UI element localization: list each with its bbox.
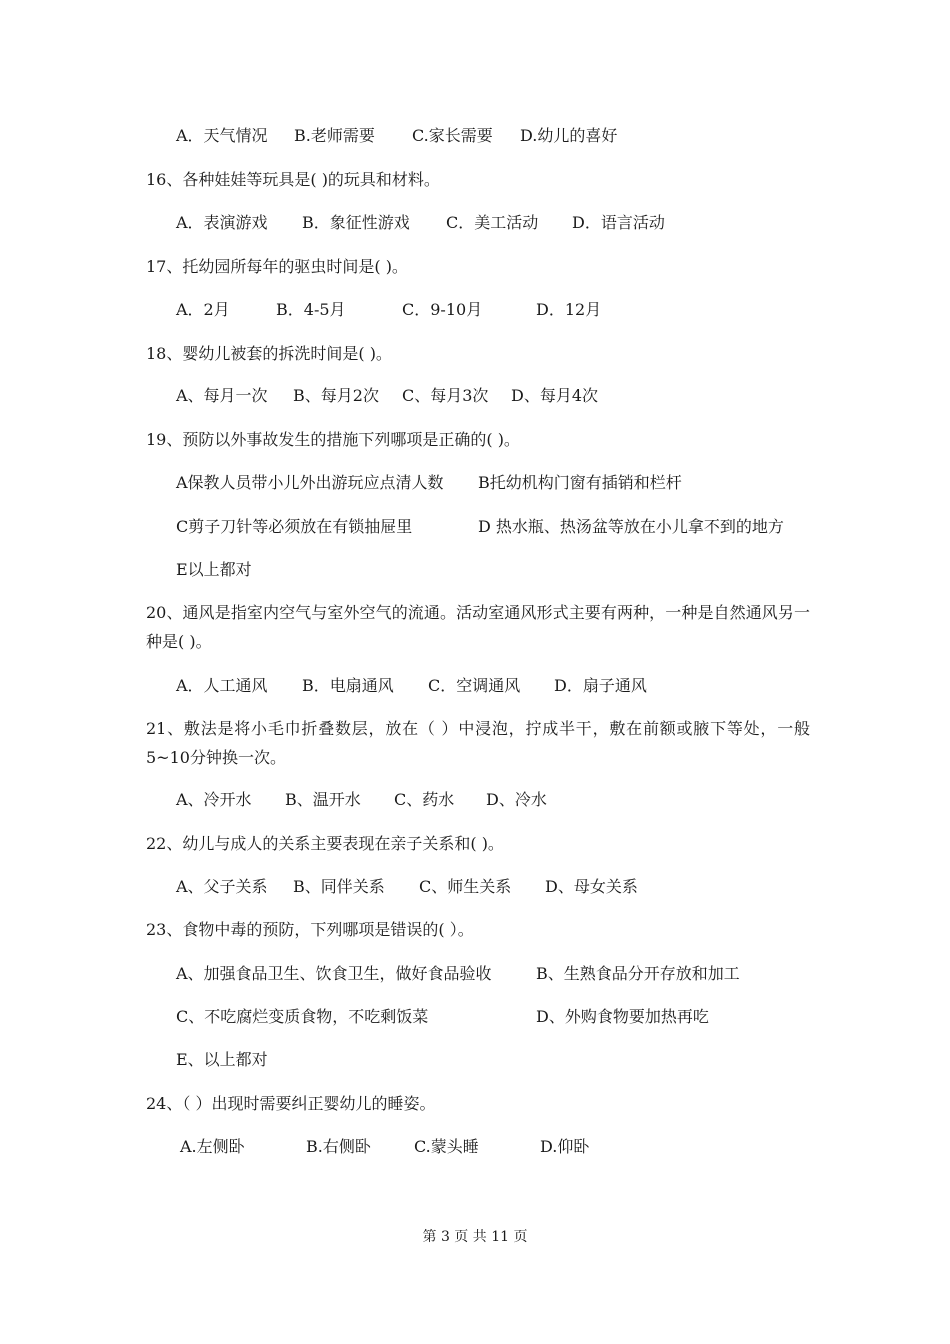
q19-option-a: A保教人员带小儿外出游玩应点清人数 [176, 473, 444, 492]
q15-option-b: B.老师需要 [294, 126, 375, 145]
q16-option-d: D．语言活动 [572, 213, 665, 232]
q24-option-a: A.左侧卧 [180, 1137, 245, 1156]
q23-option-a: A、加强食品卫生、饮食卫生，做好食品验收 [176, 964, 492, 983]
q15-option-c: C.家长需要 [412, 126, 493, 145]
q18-option-c: C、每月3次 [402, 386, 489, 405]
q22-stem: 22、幼儿与成人的关系主要表现在亲子关系和( )。 [146, 834, 504, 853]
q15-option-a: A．天气情况 [176, 126, 268, 145]
q21-option-b: B、温开水 [285, 790, 361, 809]
q20-option-b: B．电扇通风 [302, 676, 394, 695]
q17-option-b: B．4-5月 [276, 300, 346, 319]
q23-option-b: B、生熟食品分开存放和加工 [536, 964, 740, 983]
q22-option-c: C、师生关系 [419, 877, 512, 896]
q20-option-d: D．扇子通风 [554, 676, 647, 695]
q19-option-c: C剪子刀针等必须放在有锁抽屉里 [176, 517, 413, 536]
q18-option-b: B、每月2次 [293, 386, 379, 405]
q20-option-c: C．空调通风 [428, 676, 521, 695]
q15-option-d: D.幼儿的喜好 [520, 126, 618, 145]
q21-stem: 21、敷法是将小毛巾折叠数层，放在（ ）中浸泡，拧成半干，敷在前额或腋下等处，一般5~10分钟换一次。 [146, 719, 810, 767]
q16-stem: 16、各种娃娃等玩具是( )的玩具和材料。 [146, 170, 440, 189]
q21-option-c: C、药水 [394, 790, 455, 809]
q18-stem: 18、婴幼儿被套的拆洗时间是( )。 [146, 344, 392, 363]
q17-stem: 17、托幼园所每年的驱虫时间是( )。 [146, 257, 408, 276]
q18-option-a: A、每月一次 [176, 386, 268, 405]
q16-option-b: B．象征性游戏 [302, 213, 410, 232]
q17-option-c: C．9-10月 [402, 300, 483, 319]
q16-option-c: C．美工活动 [446, 213, 539, 232]
q16-option-a: A．表演游戏 [176, 213, 268, 232]
q23-option-e: E、以上都对 [176, 1050, 268, 1069]
q20-stem: 20、通风是指室内空气与室外空气的流通。活动室通风形式主要有两种，一种是自然通风另一种是( )。 [146, 603, 810, 651]
q24-stem: 24、（ ）出现时需要纠正婴幼儿的睡姿。 [146, 1094, 436, 1113]
q22-option-a: A、父子关系 [176, 877, 268, 896]
q24-option-b: B.右侧卧 [306, 1137, 371, 1156]
q22-option-d: D、母女关系 [545, 877, 638, 896]
q20-option-a: A．人工通风 [176, 676, 268, 695]
page-number-footer: 第 3 页 共 11 页 [422, 1229, 528, 1245]
q19-option-b: B托幼机构门窗有插销和栏杆 [478, 473, 682, 492]
q17-option-a: A．2月 [176, 300, 230, 319]
q21-option-d: D、冷水 [486, 790, 547, 809]
q19-option-d: D 热水瓶、热汤盆等放在小儿拿不到的地方 [478, 517, 784, 536]
q19-option-e: E以上都对 [176, 560, 252, 579]
q21-option-a: A、冷开水 [176, 790, 252, 809]
q19-stem: 19、预防以外事故发生的措施下列哪项是正确的( )。 [146, 430, 520, 449]
q17-option-d: D．12月 [536, 300, 602, 319]
q23-option-d: D、外购食物要加热再吃 [536, 1007, 709, 1026]
q23-option-c: C、不吃腐烂变质食物，不吃剩饭菜 [176, 1007, 429, 1026]
q24-option-d: D.仰卧 [540, 1137, 590, 1156]
q18-option-d: D、每月4次 [511, 386, 599, 405]
q23-stem: 23、食物中毒的预防，下列哪项是错误的( ）。 [146, 920, 474, 939]
q24-option-c: C.蒙头睡 [414, 1137, 479, 1156]
q22-option-b: B、同伴关系 [293, 877, 385, 896]
